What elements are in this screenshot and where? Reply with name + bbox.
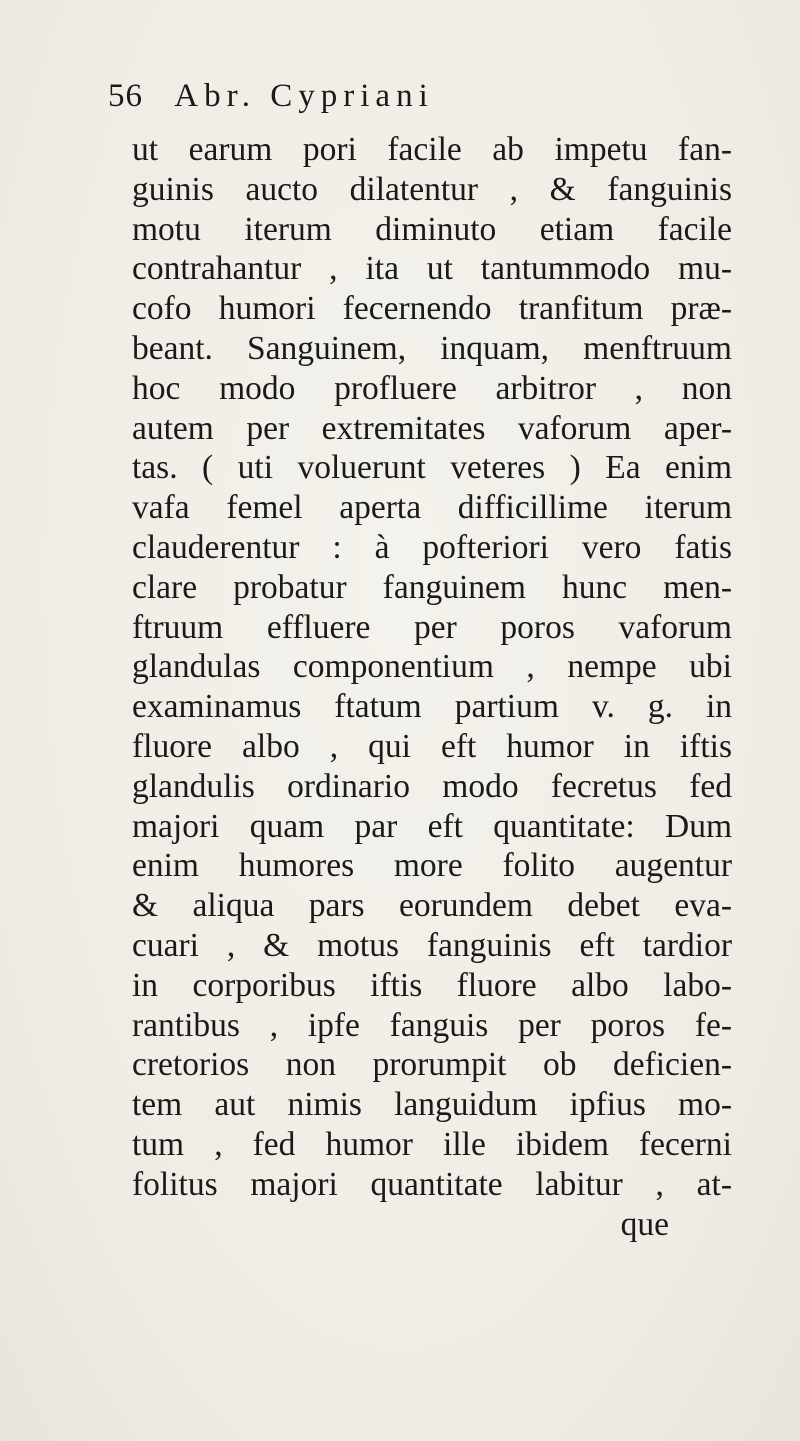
text-line: motu iterum diminuto etiam facile <box>132 210 732 248</box>
text-line: tas. ( uti voluerunt veteres ) Ea enim <box>132 449 732 487</box>
text-line: beant. Sanguinem, inquam, menftruum <box>132 329 732 367</box>
text-line: tem aut nimis languidum ipfius mo- <box>132 1086 732 1124</box>
text-line: glandulis ordinario modo fecretus fed <box>132 767 732 805</box>
page-number: 56 <box>108 78 143 114</box>
text-line: guinis aucto dilatentur , & fanguinis <box>132 170 732 208</box>
text-line: cofo humori fecernendo tranfitum præ- <box>132 290 732 328</box>
text-line: tum , fed humor ille ibidem fecerni <box>132 1125 732 1163</box>
text-line: cretorios non prorumpit ob deficien- <box>132 1046 732 1084</box>
text-line: hoc modo profluere arbitror , non <box>132 369 732 407</box>
text-line: majori quam par eft quantitate: Dum <box>132 807 732 845</box>
text-line: fluore albo , qui eft humor in iftis <box>132 727 732 765</box>
text-line: contrahantur , ita ut tantummodo mu- <box>132 250 732 288</box>
text-line: vafa femel aperta difficillime iterum <box>132 489 732 527</box>
body-text <box>132 130 732 1244</box>
text-line: clare probatur fanguinem hunc men- <box>132 568 732 606</box>
text-line: cuari , & motus fanguinis eft tardior <box>132 926 732 964</box>
text-line: enim humores more folito augentur <box>132 847 732 885</box>
text-line: ftruum effluere per poros vaforum <box>132 608 732 646</box>
catchword: que <box>620 1205 669 1243</box>
text-line: autem per extremitates vaforum aper- <box>132 409 732 447</box>
running-head: Abr. Cypriani <box>174 78 434 114</box>
text-line: rantibus , ipfe fanguis per poros fe- <box>132 1006 732 1044</box>
text-line: clauderentur : à pofteriori vero fatis <box>132 528 732 566</box>
text-line: ut earum pori facile ab impetu fan- <box>132 131 732 168</box>
page-header <box>108 78 668 118</box>
text-line: in corporibus iftis fluore albo labo- <box>132 966 732 1004</box>
text-line: & aliqua pars eorundem debet eva- <box>132 887 732 925</box>
text-line: glandulas componentium , nempe ubi <box>132 648 732 686</box>
text-line: folitus majori quantitate labitur , at- <box>132 1165 732 1203</box>
text-line: examinamus ftatum partium v. g. in <box>132 688 732 726</box>
